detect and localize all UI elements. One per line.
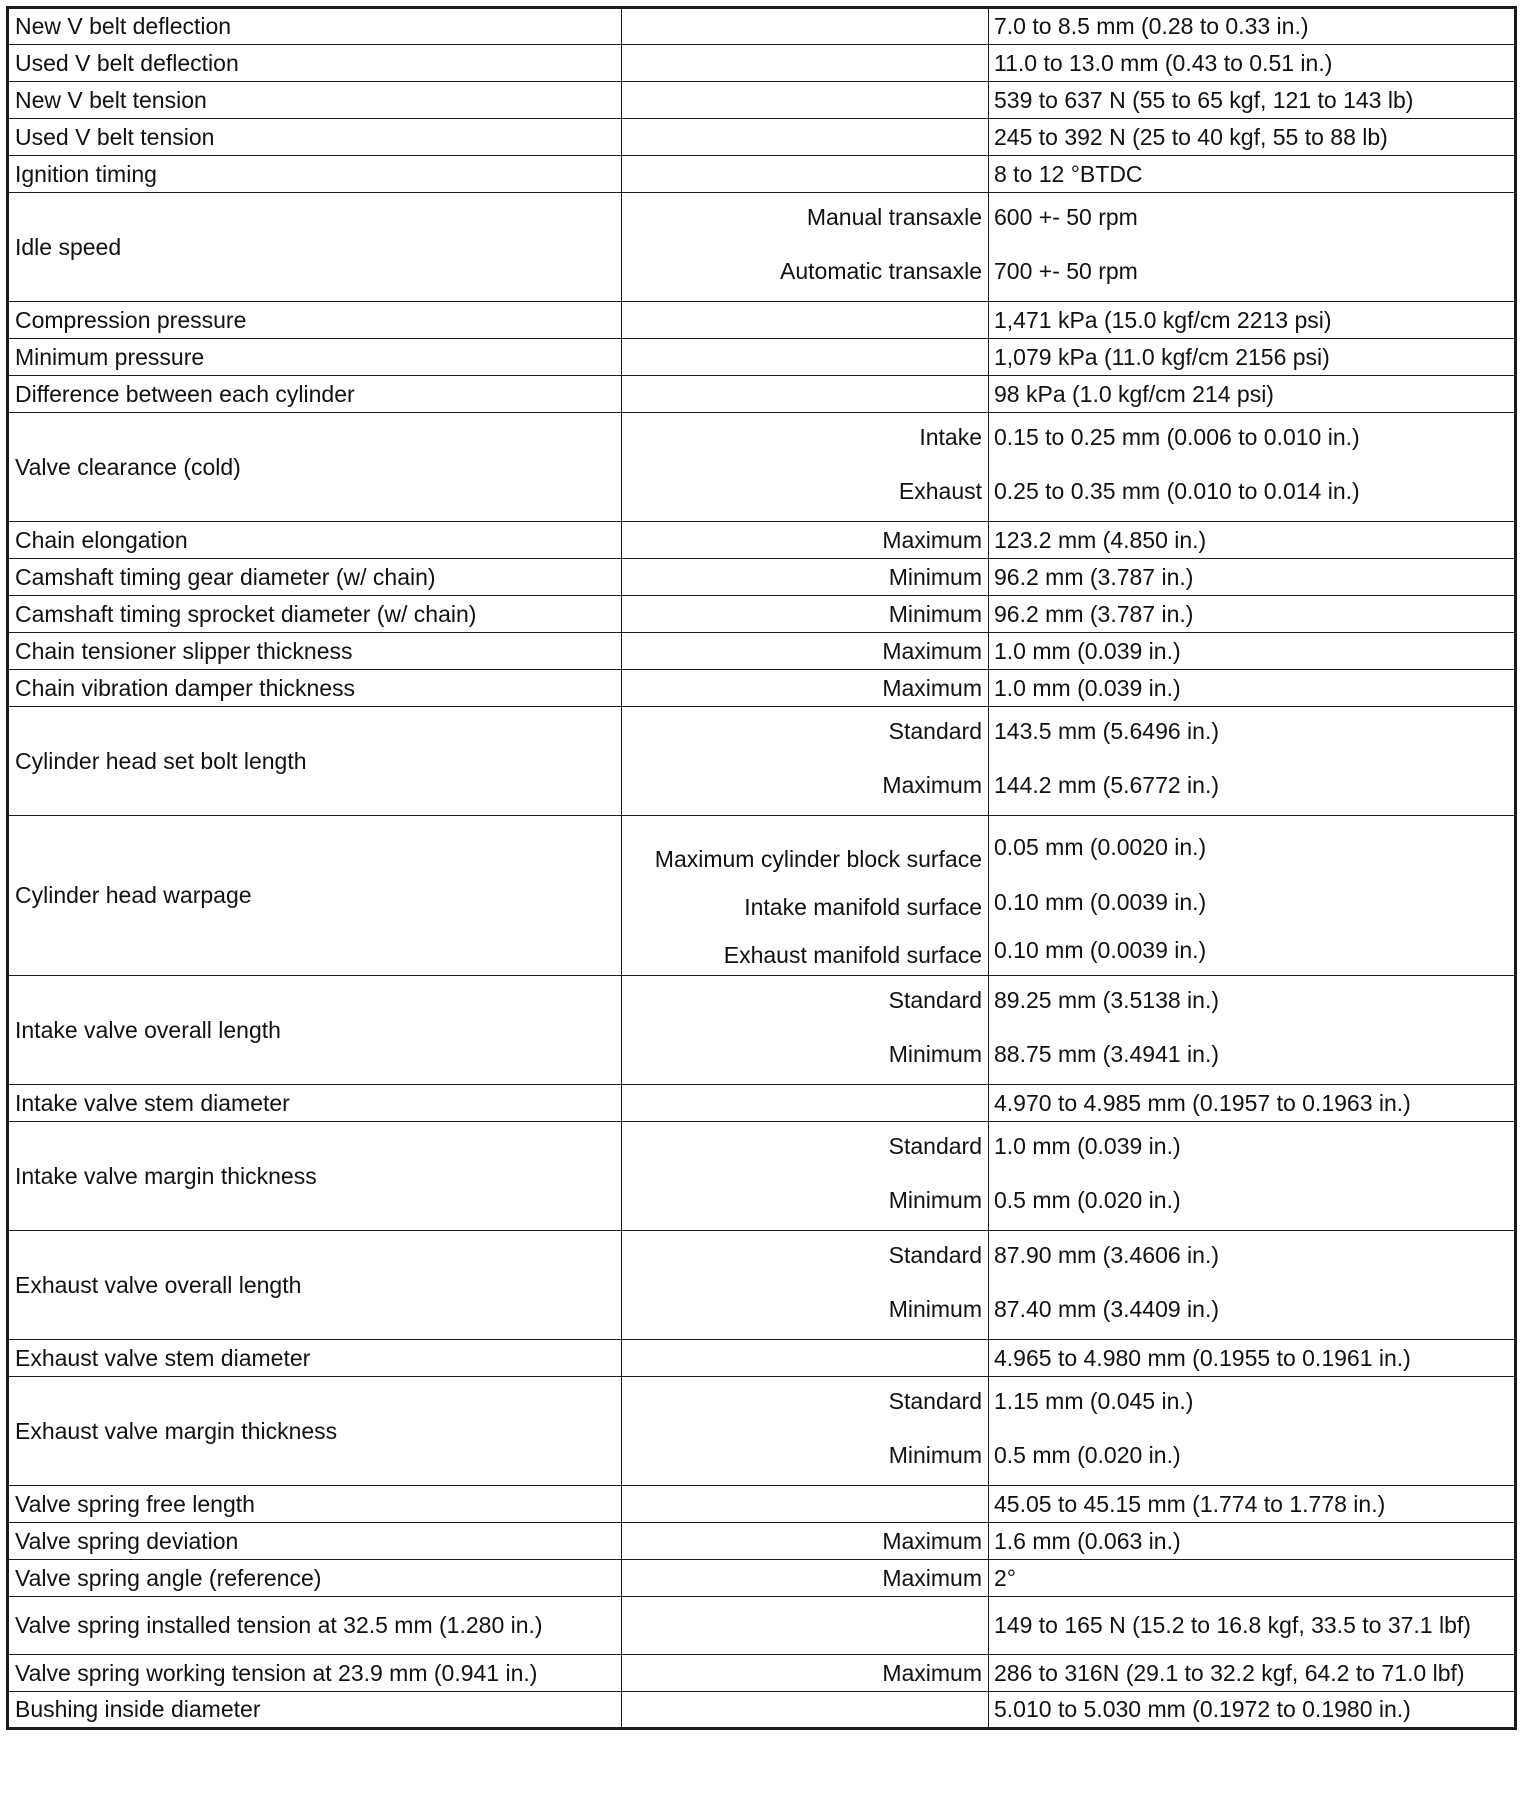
spec-condition-cell: Minimum	[622, 596, 989, 633]
spec-condition-cell	[622, 1085, 989, 1122]
table-row	[8, 559, 1516, 596]
spec-item-cell: Difference between each cylinder	[8, 376, 622, 413]
spec-item-cell: Chain tensioner slipper thickness	[8, 633, 622, 670]
spec-condition-text: Manual transaxle	[806, 204, 982, 230]
spec-condition-line	[622, 1285, 982, 1339]
spec-value-line: 88.75 mm (3.4941 in.)	[994, 1041, 1220, 1067]
spec-item-cell: New V belt deflection	[8, 8, 622, 45]
spec-item-cell: Ignition timing	[8, 156, 622, 193]
spec-condition-cell	[622, 193, 989, 302]
spec-item-cell: Bushing inside diameter	[8, 1692, 622, 1729]
spec-item-cell: Valve spring free length	[8, 1486, 622, 1523]
spec-item-cell: Intake valve stem diameter	[8, 1085, 622, 1122]
table-row	[8, 816, 1516, 976]
table-row	[8, 1597, 1516, 1655]
table-row	[8, 1377, 1516, 1486]
table-row	[8, 8, 1516, 45]
table-row	[8, 707, 1516, 816]
spec-value-line: 0.10 mm (0.0039 in.)	[994, 888, 1207, 915]
spec-value-cell	[989, 193, 1516, 302]
table-row	[8, 1340, 1516, 1377]
spec-condition-cell	[622, 816, 989, 976]
spec-item-cell: Minimum pressure	[8, 339, 622, 376]
spec-value-line: 87.90 mm (3.4606 in.)	[994, 1242, 1220, 1268]
spec-item-cell: Cylinder head warpage	[8, 816, 622, 976]
spec-item-cell: Cylinder head set bolt length	[8, 707, 622, 816]
spec-value-line: 600 +- 50 rpm	[994, 204, 1138, 230]
spec-condition-line	[622, 707, 982, 761]
spec-condition-text: Minimum	[888, 1442, 982, 1468]
spec-condition-text: Automatic transaxle	[780, 258, 982, 284]
spec-value-cell	[989, 1231, 1516, 1340]
spec-condition-cell: Maximum	[622, 1523, 989, 1560]
spec-condition-cell	[622, 1122, 989, 1231]
table-row	[8, 670, 1516, 707]
spec-condition-cell	[622, 302, 989, 339]
spec-item-cell: Valve spring deviation	[8, 1523, 622, 1560]
table-row	[8, 376, 1516, 413]
spec-item-cell: New V belt tension	[8, 82, 622, 119]
spec-value-cell: 8 to 12 °BTDC	[989, 156, 1516, 193]
spec-item-cell: Chain elongation	[8, 522, 622, 559]
spec-item-cell: Idle speed	[8, 193, 622, 302]
spec-condition-line	[622, 413, 982, 467]
spec-value-cell	[989, 976, 1516, 1085]
spec-condition-cell	[622, 1597, 989, 1655]
spec-condition-cell	[622, 119, 989, 156]
spec-condition-cell: Minimum	[622, 559, 989, 596]
spec-condition-cell	[622, 1231, 989, 1340]
spec-condition-line	[622, 193, 982, 247]
table-row	[8, 976, 1516, 1085]
spec-value-line: 89.25 mm (3.5138 in.)	[994, 987, 1220, 1013]
spec-value-cell: 539 to 637 N (55 to 65 kgf, 121 to 143 lb)	[989, 82, 1516, 119]
spec-condition-text: Standard	[888, 718, 982, 744]
spec-value-cell: 149 to 165 N (15.2 to 16.8 kgf, 33.5 to 37.1 lbf)	[989, 1597, 1516, 1655]
spec-value-line: 0.15 to 0.25 mm (0.006 to 0.010 in.)	[994, 424, 1360, 450]
spec-value-cell: 11.0 to 13.0 mm (0.43 to 0.51 in.)	[989, 45, 1516, 82]
spec-condition-cell: Maximum	[622, 522, 989, 559]
spec-item-cell: Used V belt deflection	[8, 45, 622, 82]
table-row	[8, 1523, 1516, 1560]
spec-condition-cell: Maximum	[622, 1655, 989, 1692]
spec-condition-text: Minimum	[888, 1296, 982, 1322]
spec-item-cell: Compression pressure	[8, 302, 622, 339]
spec-value-line: 143.5 mm (5.6496 in.)	[994, 718, 1220, 744]
spec-condition-cell: Maximum	[622, 633, 989, 670]
spec-condition-cell	[622, 339, 989, 376]
table-row	[8, 339, 1516, 376]
spec-item-cell: Camshaft timing gear diameter (w/ chain)	[8, 559, 622, 596]
spec-value-cell: 96.2 mm (3.787 in.)	[989, 596, 1516, 633]
spec-condition-line	[622, 761, 982, 815]
spec-condition-cell	[622, 413, 989, 522]
spec-condition-line	[622, 1377, 982, 1431]
spec-condition-text: Minimum	[888, 1041, 982, 1067]
spec-item-cell: Camshaft timing sprocket diameter (w/ chain)	[8, 596, 622, 633]
spec-condition-text: Maximum cylinder block surface	[654, 846, 982, 872]
table-row	[8, 82, 1516, 119]
table-row	[8, 1692, 1516, 1729]
spec-value-cell: 5.010 to 5.030 mm (0.1972 to 0.1980 in.)	[989, 1692, 1516, 1729]
spec-value-line: 0.5 mm (0.020 in.)	[994, 1442, 1181, 1468]
spec-condition-text: Standard	[888, 1242, 982, 1268]
spec-value-cell: 1.0 mm (0.039 in.)	[989, 670, 1516, 707]
spec-value-cell: 286 to 316N (29.1 to 32.2 kgf, 64.2 to 71.0 lbf)	[989, 1655, 1516, 1692]
spec-value-cell: 2°	[989, 1560, 1516, 1597]
spec-value-line: 144.2 mm (5.6772 in.)	[994, 772, 1220, 798]
spec-condition-cell	[622, 82, 989, 119]
spec-condition-cell	[622, 156, 989, 193]
spec-condition-text: Exhaust manifold surface	[723, 942, 982, 968]
table-row	[8, 522, 1516, 559]
spec-value-cell: 245 to 392 N (25 to 40 kgf, 55 to 88 lb)	[989, 119, 1516, 156]
spec-value-cell: 4.970 to 4.985 mm (0.1957 to 0.1963 in.)	[989, 1085, 1516, 1122]
spec-condition-line	[622, 817, 982, 878]
spec-condition-cell	[622, 376, 989, 413]
spec-value-line: 700 +- 50 rpm	[994, 258, 1138, 284]
spec-item-cell: Exhaust valve overall length	[8, 1231, 622, 1340]
spec-condition-line	[622, 467, 982, 521]
spec-condition-line	[622, 1030, 982, 1084]
spec-value-cell	[989, 707, 1516, 816]
spec-condition-line	[622, 1431, 982, 1485]
spec-condition-line	[622, 1122, 982, 1176]
spec-condition-cell	[622, 8, 989, 45]
table-row	[8, 45, 1516, 82]
table-row	[8, 1560, 1516, 1597]
spec-condition-text: Standard	[888, 1388, 982, 1414]
table-row	[8, 193, 1516, 302]
spec-item-cell: Exhaust valve margin thickness	[8, 1377, 622, 1486]
spec-condition-cell	[622, 1340, 989, 1377]
table-row	[8, 596, 1516, 633]
table-row	[8, 1122, 1516, 1231]
spec-condition-line	[622, 1176, 982, 1230]
spec-value-cell: 1,079 kPa (11.0 kgf/cm 2156 psi)	[989, 339, 1516, 376]
table-row	[8, 413, 1516, 522]
spec-condition-line	[622, 1231, 982, 1285]
spec-value-line: 87.40 mm (3.4409 in.)	[994, 1296, 1220, 1322]
spec-value-line: 0.05 mm (0.0020 in.)	[994, 834, 1207, 860]
spec-condition-cell	[622, 976, 989, 1085]
spec-condition-text: Intake	[919, 424, 982, 450]
spec-value-line: 0.5 mm (0.020 in.)	[994, 1187, 1181, 1213]
spec-value-line: 1.0 mm (0.039 in.)	[994, 1133, 1181, 1159]
spec-value-line: 0.10 mm (0.0039 in.)	[994, 936, 1207, 963]
spec-condition-line	[622, 878, 982, 926]
spec-value-cell: 1,471 kPa (15.0 kgf/cm 2213 psi)	[989, 302, 1516, 339]
table-row	[8, 1085, 1516, 1122]
spec-condition-text: Standard	[888, 987, 982, 1013]
spec-condition-line	[622, 926, 982, 974]
table-row	[8, 1486, 1516, 1523]
spec-condition-cell	[622, 45, 989, 82]
spec-condition-text: Maximum	[882, 772, 982, 798]
spec-value-cell: 98 kPa (1.0 kgf/cm 214 psi)	[989, 376, 1516, 413]
spec-condition-cell	[622, 1486, 989, 1523]
spec-value-cell	[989, 413, 1516, 522]
specification-table-body	[8, 8, 1516, 1729]
spec-value-line: 0.25 to 0.35 mm (0.010 to 0.014 in.)	[994, 478, 1360, 504]
spec-condition-text: Minimum	[888, 1187, 982, 1213]
spec-condition-text: Intake manifold surface	[744, 894, 982, 920]
spec-value-cell	[989, 1377, 1516, 1486]
spec-condition-cell	[622, 707, 989, 816]
spec-condition-text: Standard	[888, 1133, 982, 1159]
spec-item-cell: Used V belt tension	[8, 119, 622, 156]
spec-value-line: 1.15 mm (0.045 in.)	[994, 1388, 1194, 1414]
spec-condition-text: Exhaust	[898, 478, 982, 504]
table-row	[8, 1231, 1516, 1340]
spec-condition-cell	[622, 1692, 989, 1729]
spec-condition-cell	[622, 1377, 989, 1486]
specification-table	[6, 6, 1517, 1730]
table-row	[8, 1655, 1516, 1692]
spec-item-cell: Intake valve margin thickness	[8, 1122, 622, 1231]
spec-value-cell	[989, 1122, 1516, 1231]
spec-item-cell: Valve spring angle (reference)	[8, 1560, 622, 1597]
spec-value-cell: 45.05 to 45.15 mm (1.774 to 1.778 in.)	[989, 1486, 1516, 1523]
spec-value-cell: 123.2 mm (4.850 in.)	[989, 522, 1516, 559]
spec-value-cell	[989, 816, 1516, 976]
spec-value-cell: 4.965 to 4.980 mm (0.1955 to 0.1961 in.)	[989, 1340, 1516, 1377]
spec-item-cell: Valve spring installed tension at 32.5 mm (1.280 in.)	[8, 1597, 622, 1655]
spec-value-cell: 7.0 to 8.5 mm (0.28 to 0.33 in.)	[989, 8, 1516, 45]
spec-condition-cell: Maximum	[622, 670, 989, 707]
spec-condition-cell: Maximum	[622, 1560, 989, 1597]
spec-value-cell: 1.6 mm (0.063 in.)	[989, 1523, 1516, 1560]
spec-item-cell: Valve spring working tension at 23.9 mm (0.941 in.)	[8, 1655, 622, 1692]
spec-condition-line	[622, 976, 982, 1030]
spec-item-cell: Chain vibration damper thickness	[8, 670, 622, 707]
table-row	[8, 156, 1516, 193]
spec-item-cell: Valve clearance (cold)	[8, 413, 622, 522]
spec-condition-line	[622, 247, 982, 301]
table-row	[8, 302, 1516, 339]
spec-value-cell: 1.0 mm (0.039 in.)	[989, 633, 1516, 670]
table-row	[8, 119, 1516, 156]
spec-item-cell: Exhaust valve stem diameter	[8, 1340, 622, 1377]
table-row	[8, 633, 1516, 670]
spec-item-cell: Intake valve overall length	[8, 976, 622, 1085]
spec-value-cell: 96.2 mm (3.787 in.)	[989, 559, 1516, 596]
